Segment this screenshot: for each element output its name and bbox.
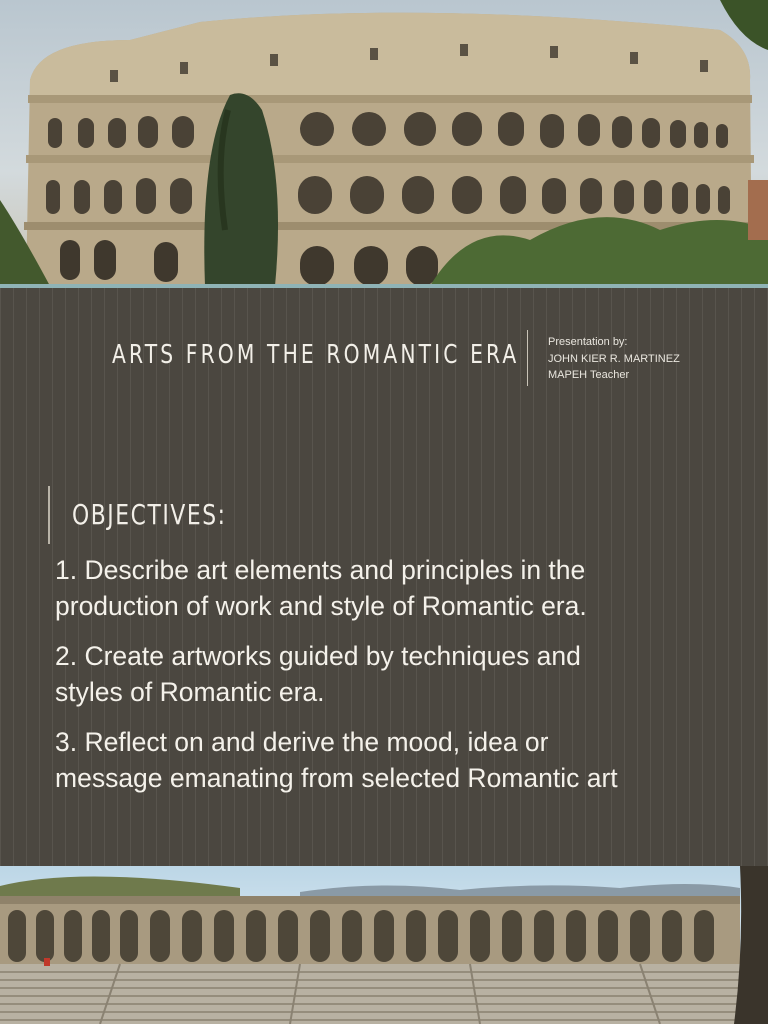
objective-line: 2. Create artworks guided by techniques and bbox=[55, 641, 581, 671]
colosseum-photo bbox=[0, 0, 768, 286]
objective-line: 1. Describe art elements and principles in the bbox=[55, 555, 586, 585]
credit-label: Presentation by: bbox=[548, 336, 628, 348]
presenter-name: JOHN KIER R. MARTINEZ bbox=[548, 352, 680, 365]
title-divider bbox=[527, 330, 528, 386]
presenter-credits bbox=[548, 334, 680, 384]
objective-item-2 bbox=[55, 638, 745, 710]
theater-photo bbox=[0, 866, 768, 1024]
objective-line: 3. Reflect on and derive the mood, idea or bbox=[55, 727, 549, 757]
objectives-heading: OBJECTIVES: bbox=[72, 498, 227, 531]
objective-item-1 bbox=[55, 552, 745, 624]
objectives-accent-bar bbox=[48, 486, 50, 544]
presenter-role: MAPEH Teacher bbox=[548, 369, 630, 381]
objective-line: production of work and style of Romantic era. bbox=[55, 591, 587, 621]
slide-panel bbox=[0, 288, 768, 866]
objective-line: message emanating from selected Romantic art bbox=[55, 763, 618, 793]
objective-line: styles of Romantic era. bbox=[55, 677, 325, 707]
objective-item-3 bbox=[55, 724, 745, 796]
objectives-list bbox=[55, 552, 745, 810]
slide-title: ARTS FROM THE ROMANTIC ERA bbox=[112, 340, 520, 370]
